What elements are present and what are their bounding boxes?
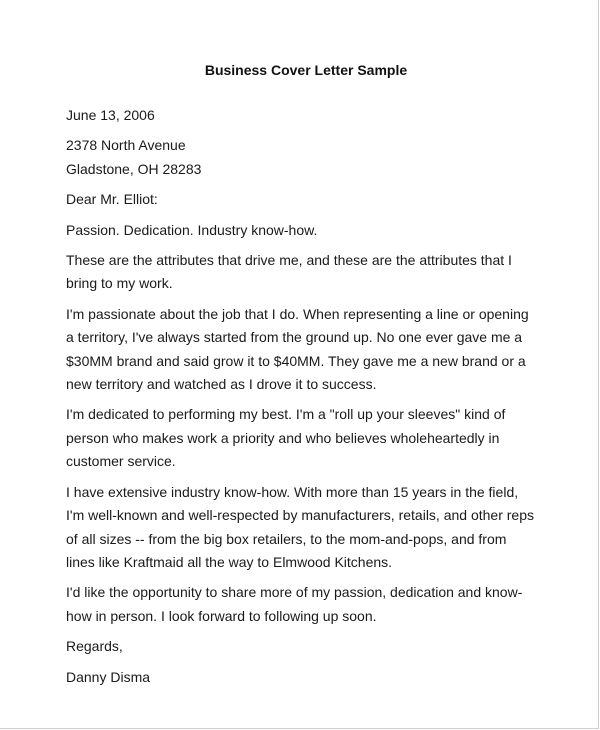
paragraph-know-how: I have extensive industry know-how. With more than 15 years in the field, I'm well-known and well-respected by manufacturers, retails, and other reps of all sizes -- from the big box retailers, to the mom-and-pops, and from lines like Kraftmaid all the way to Elmwood Kitchens. — [66, 483, 534, 570]
letter-date: June 13, 2006 — [66, 107, 155, 123]
address-street: 2378 North Avenue — [66, 137, 186, 154]
document-title: Business Cover Letter Sample — [204, 62, 408, 78]
signature: Danny Disma — [66, 668, 151, 685]
closing: Regards, — [66, 638, 123, 655]
paragraph-dedication: I'm dedicated to performing my best. I'm a "roll up your sleeves" kind of person who makes work a priority and who believes wholeheartedly in customer service. — [66, 406, 506, 470]
paragraph-attributes: Passion. Dedication. Industry know-how. — [66, 221, 318, 238]
letter-body — [66, 104, 536, 696]
salutation: Dear Mr. Elliot: — [66, 191, 158, 208]
paragraph-intro: These are the attributes that drive me, and these are the attributes that I bring to my work. — [66, 252, 512, 292]
address-city: Gladstone, OH 28283 — [66, 160, 202, 177]
paragraph-closing: I'd like the opportunity to share more of my passion, dedication and know-how in person. I look forward to following up soon. — [66, 584, 523, 624]
paragraph-passion: I'm passionate about the job that I do. When representing a line or opening a territory, I've always started from the ground up. No one ever gave me a $30MM brand and said grow it to $40MM. They gave me a new brand or a new territory and watched as I drove it to success. — [66, 305, 529, 393]
address-block — [66, 134, 536, 181]
